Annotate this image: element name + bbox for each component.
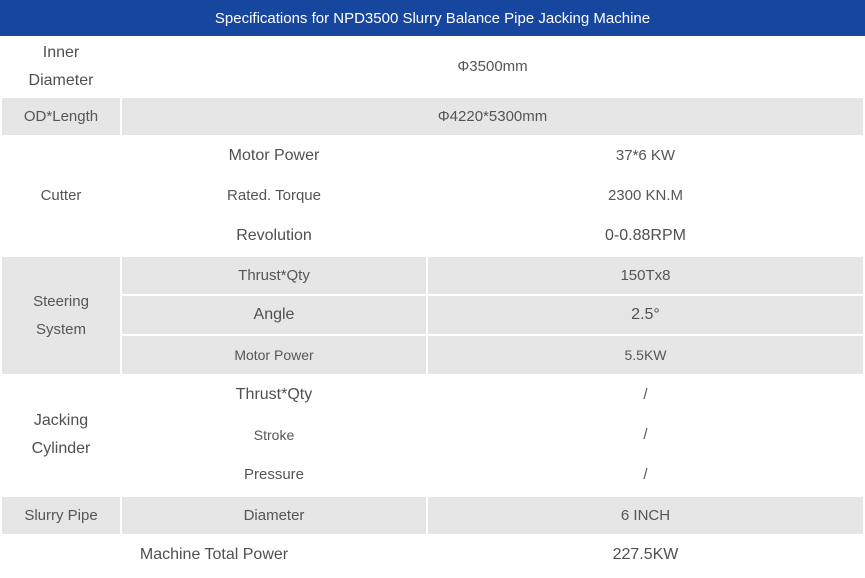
jacking-pressure-param: Pressure	[122, 456, 426, 494]
inner-diameter-value: Φ3500mm	[122, 38, 863, 96]
machine-total-power-value: 227.5KW	[428, 536, 863, 574]
inner-diameter-label-line1: Inner	[42, 44, 80, 61]
steering-system-label	[2, 257, 120, 374]
steering-thrust-value: 150Tx8	[428, 257, 863, 294]
steering-system-label-line1: Steering	[33, 292, 89, 310]
slurry-pipe-value: 6 INCH	[428, 497, 863, 534]
cutter-motor-power-value: 37*6 KW	[428, 137, 863, 175]
jacking-cylinder-label-line1: Jacking	[33, 412, 89, 429]
inner-diameter-label	[2, 38, 120, 96]
cutter-label: Cutter	[2, 137, 120, 255]
jacking-cylinder-label-line2: Cylinder	[31, 440, 91, 457]
slurry-pipe-param: Diameter	[122, 497, 426, 534]
jacking-thrust-param: Thrust*Qty	[122, 376, 426, 414]
jacking-stroke-param: Stroke	[122, 416, 426, 454]
cutter-rated-torque-param: Rated. Torque	[122, 177, 426, 215]
od-length-value: Φ4220*5300mm	[122, 98, 863, 135]
inner-diameter-label-line2: Diameter	[28, 72, 94, 89]
table-title: Specifications for NPD3500 Slurry Balance Pipe Jacking Machine	[0, 0, 865, 36]
steering-thrust-param: Thrust*Qty	[122, 257, 426, 294]
cutter-revolution-param: Revolution	[122, 217, 426, 255]
slurry-pipe-label: Slurry Pipe	[2, 497, 120, 534]
steering-motor-power-param: Motor Power	[122, 336, 426, 374]
steering-motor-power-value: 5.5KW	[428, 336, 863, 374]
cutter-revolution-value: 0-0.88RPM	[428, 217, 863, 255]
cutter-rated-torque-value: 2300 KN.M	[428, 177, 863, 215]
jacking-stroke-value: /	[428, 416, 863, 454]
steering-angle-value: 2.5°	[428, 296, 863, 334]
jacking-cylinder-label	[2, 376, 120, 494]
cutter-motor-power-param: Motor Power	[122, 137, 426, 175]
steering-angle-param: Angle	[122, 296, 426, 334]
machine-total-power-label: Machine Total Power	[2, 536, 426, 574]
jacking-pressure-value: /	[428, 456, 863, 494]
jacking-thrust-value: /	[428, 376, 863, 414]
od-length-label: OD*Length	[2, 98, 120, 135]
steering-system-label-line2: System	[35, 320, 86, 338]
